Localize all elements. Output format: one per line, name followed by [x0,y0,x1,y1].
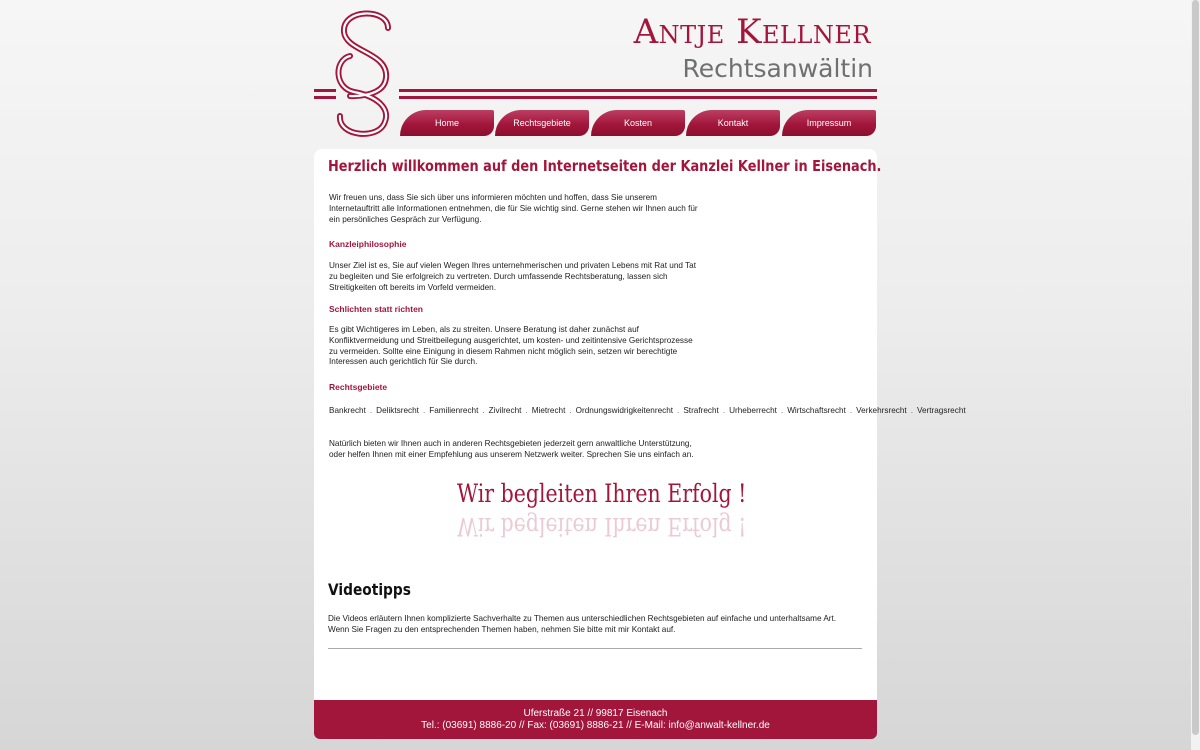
page-title: Herzlich willkommen auf den Internetseiten der Kanzlei Kellner in Eisenach. [328,157,882,175]
separator: . [422,406,426,415]
content-panel [314,149,966,700]
videos-line-1: Die Videos erläutern Ihnen komplizierte Sachverhalte zu Themen aus unterschiedlichen Rechtsgebieten auf einfache und unterhaltsame Art. [328,614,837,623]
header-rule [399,96,877,99]
section-text-mediation: Es gibt Wichtigeres im Leben, als zu streiten. Unsere Beratung ist daher zunächst auf Konfliktvermeidung und Streitbeilegung ausgerichtet, um kosten- und zeitintensive Gerichtsprozesse zu vermeiden. Sollte eine Einigung in diesem Rahmen nicht möglich sein, setzen wir berechtigte Interessen auch gerichtlich für Sie durch. [329,325,693,367]
practice-area-item: Wirtschaftsrecht [787,406,846,415]
videos-title: Videotipps [328,580,411,599]
closing-text: Natürlich bieten wir Ihnen auch in anderen Rechtsgebieten jederzeit gern anwaltliche Unterstützung, oder helfen Ihnen mit einer Empfehlung aus unserem Netzwerk weiter. Sprechen Sie uns einfach an. [329,439,694,459]
brand-subtitle: Rechtsanwältin [682,54,873,83]
divider [328,648,862,649]
nav-kosten[interactable]: Kosten [591,110,685,136]
slogan-reflection: Wir begleiten Ihren Erfolg ! [457,512,747,541]
section-heading-philosophy: Kanzleiphilosophie [329,239,407,249]
separator: . [910,406,913,415]
intro-text: Wir freuen uns, dass Sie sich über uns informieren möchten und hoffen, dass Sie unserem Internetauftritt alle Informationen entnehmen, die für Sie wichtig sind. Gerne stehen wir Ihnen auch für ein persönliches Gespräch zur Verfügung. [329,193,698,224]
practice-area-item: Strafrecht [683,406,719,415]
scrollbar-thumb[interactable] [1192,0,1199,735]
nav-kontakt[interactable]: Kontakt [686,110,780,136]
practice-area-item: Deliktsrecht [376,406,419,415]
site-footer [314,700,877,739]
paragraph-logo-icon [314,0,409,140]
nav-rechtsgebiete[interactable]: Rechtsgebiete [495,110,589,136]
practice-areas-list [329,405,966,416]
separator: . [569,406,572,415]
site-header [314,0,877,145]
practice-area-item: Verkehrsrecht [856,406,907,415]
practice-area-item: Bankrecht [329,406,366,415]
videos-line-2: Wenn Sie Fragen zu den entsprechenden Themen haben, nehmen Sie bitte mit mir Kontakt auf. [328,624,676,634]
nav-home[interactable]: Home [400,110,494,136]
separator: . [677,406,680,415]
separator: . [369,406,373,415]
practice-area-item: Urheberrecht [729,406,777,415]
practice-area-item: Mietrecht [531,406,566,415]
brand-name: Antje Kellner [633,12,871,52]
section-heading-areas: Rechtsgebiete [329,382,388,392]
section-text-philosophy: Unser Ziel ist es, Sie auf vielen Wegen Ihres unternehmerischen und privaten Lebens mit Rat und Tat zu begleiten und Sie erfolgreich zu vertreten. Durch umfassende Rechtsberatung, lassen sich Streitigkeiten oft bereits im Vorfeld vermeiden. [329,261,696,292]
separator: . [849,406,853,415]
header-rule [314,96,336,99]
vertical-scrollbar[interactable] [1191,0,1200,750]
footer-contact: Tel.: (03691) 8886-20 // Fax: (03691) 8886-21 // E-Mail: info@anwalt-kellner.de [421,720,770,731]
separator: . [722,406,726,415]
separator: . [482,406,485,415]
footer-address: Uferstraße 21 // 99817 Eisenach [523,708,668,719]
separator: . [780,406,784,415]
separator: . [525,406,528,415]
nav-impressum[interactable]: Impressum [782,110,876,136]
videos-text [328,614,848,636]
header-rule [399,89,877,92]
practice-area-item: Familienrecht [429,406,479,415]
section-heading-mediation: Schlichten statt richten [329,304,423,314]
practice-area-item: Ordnungswidrigkeitenrecht [575,406,674,415]
slogan: Wir begleiten Ihren Erfolg ! [457,479,747,508]
practice-area-item: Zivilrecht [488,406,522,415]
practice-area-item: Vertragsrecht [916,406,966,415]
header-rule [314,89,336,92]
